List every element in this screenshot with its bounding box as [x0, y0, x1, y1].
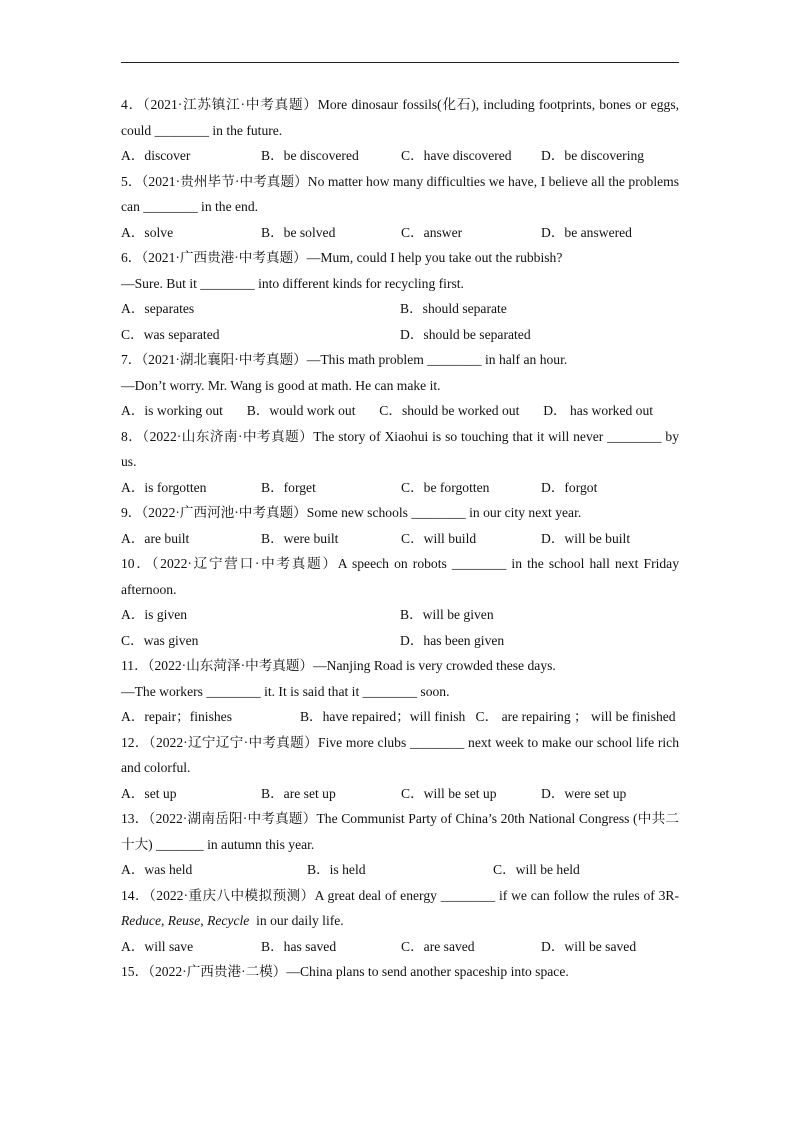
- separator: ,: [200, 913, 208, 928]
- options-grid: [121, 602, 679, 653]
- question-text: （2022·山东济南·中考真题）The story of Xiaohui is so touching that it will never ________ by us.: [121, 428, 679, 469]
- question-stem: [121, 959, 679, 985]
- option-d[interactable]: D．will be built: [541, 530, 631, 546]
- question-stem: [121, 92, 679, 143]
- options-row: [121, 398, 679, 424]
- question-text: （2022·湖南岳阳·中考真题）The Communist Party of China’s 20th National Congress (中共二十大) _______ in autumn this year.: [121, 811, 679, 852]
- options-row: [121, 781, 679, 807]
- options-row: [121, 475, 679, 501]
- option-b[interactable]: B．should separate: [400, 301, 507, 316]
- question-12: [121, 730, 679, 807]
- question-text: （2022·辽宁辽宁·中考真题）Five more clubs ________ next week to make our school life rich and colorful.: [121, 734, 680, 775]
- option-a[interactable]: A．solve: [121, 224, 174, 240]
- option-b[interactable]: B．be discovered: [261, 148, 359, 163]
- question-15: [121, 959, 679, 985]
- question-text: （2021·贵州毕节·中考真题）No matter how many difficulties we have, I believe all the problems can ________ in the end.: [121, 173, 680, 214]
- question-stem-reply: —Don’t worry. Mr. Wang is good at math. He can make it.: [121, 377, 441, 393]
- question-stem-reply: —The workers ________ it. It is said that it ________ soon.: [121, 683, 450, 699]
- question-text: （2021·广西贵港·中考真题）—Mum, could I help you take out the rubbish?: [141, 250, 563, 265]
- question-number: 9．: [121, 505, 142, 520]
- option-c[interactable]: C．are saved: [401, 938, 475, 954]
- question-number: 14．: [121, 887, 150, 903]
- option-c[interactable]: C．have discovered: [401, 148, 512, 163]
- options-row: [121, 143, 679, 169]
- question-9: [121, 500, 679, 551]
- option-b[interactable]: B．are set up: [261, 785, 336, 801]
- question-stem: [121, 883, 679, 934]
- option-d[interactable]: D．were set up: [541, 785, 627, 801]
- option-b[interactable]: B．has saved: [261, 938, 337, 954]
- question-8: [121, 424, 679, 501]
- option-d[interactable]: D．be answered: [541, 224, 632, 240]
- option-a[interactable]: A．will save: [121, 938, 194, 954]
- option-c[interactable]: C．will build: [401, 530, 477, 546]
- option-c[interactable]: C．should be worked out: [379, 403, 520, 418]
- option-d[interactable]: D．will be saved: [541, 938, 637, 954]
- question-number: 8．: [121, 428, 143, 444]
- option-c[interactable]: C．answer: [401, 224, 463, 240]
- options-grid: [121, 296, 679, 347]
- option-b[interactable]: B．have repaired；will finish: [299, 709, 466, 724]
- option-a[interactable]: A．is working out: [121, 403, 223, 418]
- option-c[interactable]: C．will be set up: [401, 785, 497, 801]
- options-row: [121, 857, 679, 883]
- question-number: 11．: [121, 658, 148, 673]
- option-b[interactable]: B．would work out: [246, 403, 356, 418]
- option-a[interactable]: A．set up: [121, 785, 177, 801]
- question-number: 7．: [121, 352, 142, 367]
- term-reduce: Reduce: [121, 913, 161, 928]
- question-stem: [121, 347, 679, 373]
- option-c[interactable]: C． are repairing ； will be finished: [475, 709, 676, 724]
- question-text: （2022·广西贵港·二模）—China plans to send another spaceship into space.: [148, 964, 569, 979]
- option-d[interactable]: D．forgot: [541, 479, 598, 495]
- option-a[interactable]: A．separates: [121, 301, 195, 316]
- separator: ,: [161, 913, 168, 928]
- options-row: [121, 526, 679, 552]
- option-d[interactable]: D．has been given: [400, 632, 505, 648]
- question-text: （2022·重庆八中模拟预测）A great deal of energy ________ if we can follow the rules of 3R-: [149, 887, 680, 903]
- question-10: [121, 551, 679, 653]
- question-list: [121, 92, 679, 985]
- question-number: 10．: [121, 556, 152, 571]
- question-number: 5．: [121, 173, 142, 189]
- question-14: [121, 883, 679, 960]
- options-row: [121, 220, 679, 246]
- question-text: （2021·江苏镇江·中考真题）More dinosaur fossils(化石), including footprints, bones or eggs, could ________ in the future.: [121, 97, 680, 138]
- question-text-end: in our daily life.: [249, 913, 344, 928]
- option-b[interactable]: B．is held: [307, 862, 366, 877]
- option-c[interactable]: C．was separated: [121, 326, 220, 342]
- term-recycle: Recycle: [207, 913, 250, 928]
- question-number: 4．: [121, 97, 143, 112]
- option-a[interactable]: A．discover: [121, 148, 191, 163]
- question-number: 6．: [121, 250, 142, 265]
- question-11: [121, 653, 679, 730]
- question-stem-reply: —Sure. But it ________ into different kinds for recycling first.: [121, 275, 464, 291]
- options-row: [121, 934, 679, 960]
- question-stem: [121, 551, 679, 602]
- question-7: [121, 347, 679, 424]
- question-number: 13．: [121, 811, 149, 826]
- option-b[interactable]: B．forget: [261, 479, 316, 495]
- question-text: （2021·湖北襄阳·中考真题）—This math problem ________ in half an hour.: [141, 352, 568, 367]
- option-c[interactable]: C．be forgotten: [401, 479, 490, 495]
- option-b[interactable]: B．were built: [261, 530, 339, 546]
- question-stem: [121, 653, 679, 679]
- question-text: （2022·辽宁营口·中考真题）A speech on robots ________ in the school hall next Friday afternoon.: [121, 556, 680, 597]
- option-d[interactable]: D．be discovering: [541, 148, 645, 163]
- question-6: [121, 245, 679, 347]
- question-stem: [121, 730, 679, 781]
- question-text: （2022·山东菏泽·中考真题）—Nanjing Road is very crowded these days.: [147, 658, 556, 673]
- option-a[interactable]: A．was held: [121, 862, 193, 877]
- question-stem: [121, 424, 679, 475]
- option-a[interactable]: A．is forgotten: [121, 479, 207, 495]
- option-a[interactable]: A．is given: [121, 607, 188, 622]
- question-5: [121, 169, 679, 246]
- question-stem: [121, 169, 679, 220]
- question-4: [121, 92, 679, 169]
- option-c[interactable]: C．was given: [121, 632, 199, 648]
- question-text: （2022·广西河池·中考真题）Some new schools ________ in our city next year.: [141, 505, 582, 520]
- option-b[interactable]: B．will be given: [400, 607, 494, 622]
- question-stem: [121, 245, 679, 271]
- option-d[interactable]: D．should be separated: [400, 326, 531, 342]
- question-number: 15．: [121, 964, 149, 979]
- question-number: 12．: [121, 734, 149, 750]
- question-stem: [121, 806, 679, 857]
- option-d[interactable]: D． has worked out: [543, 403, 654, 418]
- options-row: [121, 704, 679, 730]
- term-reuse: Reuse: [167, 913, 201, 928]
- question-13: [121, 806, 679, 883]
- question-stem: [121, 500, 679, 526]
- option-c[interactable]: C．will be held: [493, 862, 580, 877]
- option-b[interactable]: B．be solved: [261, 224, 336, 240]
- option-a[interactable]: A．are built: [121, 530, 190, 546]
- option-a[interactable]: A．repair；finishes: [121, 709, 232, 724]
- header-rule: [121, 62, 679, 63]
